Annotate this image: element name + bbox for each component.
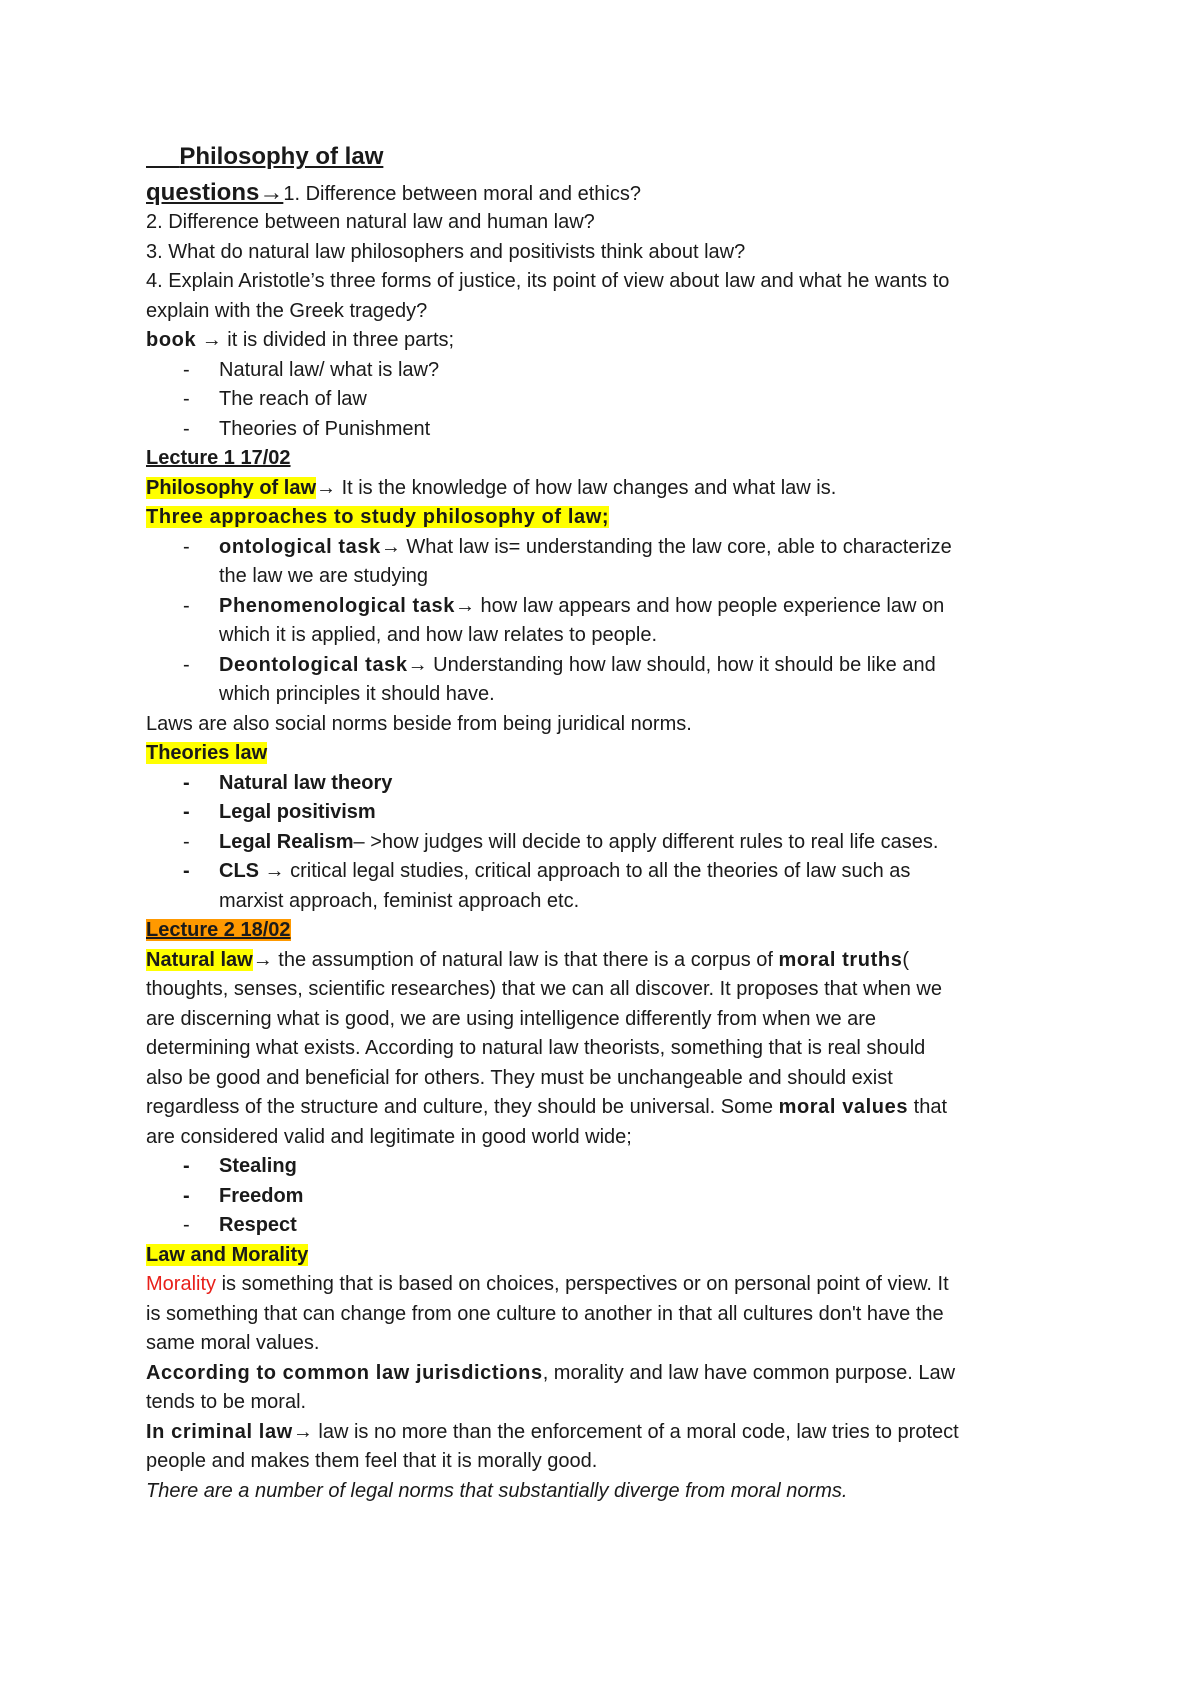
law-and-morality-heading: Law and Morality [146, 1243, 309, 1266]
list-item: - Natural law/ what is law? [183, 358, 440, 381]
questions-label: questions→ [146, 179, 284, 206]
question-2: 2. Difference between natural law and human law? [146, 211, 595, 233]
list-item: - ontological task→ What law is= understanding the law core, able to characterize [183, 535, 952, 558]
question-1: 1. Difference between moral and ethics? [283, 183, 641, 205]
list-item: - Stealing [183, 1155, 297, 1177]
highlighted-term: Natural law [146, 948, 253, 971]
theories-heading: Theories law [146, 742, 268, 764]
morality-paragraph-line: Morality is something that is based on choices, perspectives or on personal point of view. It [146, 1273, 949, 1295]
highlighted-term: Philosophy of law [146, 476, 317, 499]
morality-red-term: Morality [146, 1273, 217, 1295]
list-item: - CLS → critical legal studies, critical approach to all the theories of law such as [183, 860, 911, 882]
list-item-continuation: marxist approach, feminist approach etc. [219, 889, 580, 912]
philosophy-of-law-definition: Philosophy of law→ It is the knowledge of how law changes and what law is. [146, 476, 837, 499]
natural-law-paragraph-line: are discerning what is good, we are using intelligence differently from when we are [146, 1007, 877, 1030]
natural-law-paragraph-line: are considered valid and legitimate in good world wide; [146, 1125, 632, 1148]
natural-law-paragraph-line: Natural law→ the assumption of natural law is that there is a corpus of moral truths( [146, 948, 910, 971]
list-item: - Legal Realism– >how judges will decide to apply different rules to real life cases. [183, 830, 939, 853]
book-line [146, 326, 1066, 356]
list-item: - Phenomenological task→ how law appears and how people experience law on [183, 594, 945, 617]
common-law-paragraph-line: According to common law jurisdictions, morality and law have common purpose. Law [146, 1361, 956, 1384]
questions-line [146, 174, 1066, 208]
document-page [146, 140, 1066, 1506]
list-item: - Respect [183, 1214, 297, 1236]
lecture-1-heading: Lecture 1 17/02 [146, 447, 291, 469]
list-item: - Theories of Punishment [183, 417, 431, 440]
list-item: - Freedom [183, 1184, 304, 1207]
morality-paragraph-line: is something that can change from one culture to another in that all cultures don't have the [146, 1302, 944, 1325]
list-item: - Natural law theory [183, 771, 393, 794]
list-item-continuation: which principles it should have. [219, 683, 495, 705]
list-item: - Deontological task→ Understanding how law should, how it should be like and [183, 653, 936, 676]
natural-law-paragraph-line: regardless of the structure and culture, they should be universal. Some moral values that [146, 1096, 947, 1118]
list-item-continuation: the law we are studying [219, 565, 429, 587]
closing-italic-note: There are a number of legal norms that substantially diverge from moral norms. [146, 1479, 848, 1502]
criminal-law-paragraph-line: people and makes them feel that it is morally good. [146, 1450, 598, 1472]
document-title: Philosophy of law [179, 143, 384, 170]
list-item: - The reach of law [183, 388, 367, 410]
question-4-line-1: 4. Explain Aristotle’s three forms of justice, its point of view about law and what he wants to [146, 270, 950, 292]
book-label: book [146, 329, 197, 351]
lecture-2-heading: Lecture 2 18/02 [146, 919, 291, 941]
book-text: → it is divided in three parts; [196, 329, 455, 351]
common-law-paragraph-line: tends to be moral. [146, 1391, 307, 1413]
natural-law-paragraph-line: thoughts, senses, scientific researches) that we can all discover. It proposes that when we [146, 978, 942, 1000]
morality-paragraph-line: same moral values. [146, 1332, 320, 1354]
list-item-continuation: which it is applied, and how law relates to people. [219, 624, 658, 646]
social-norms-text: Laws are also social norms beside from being juridical norms. [146, 712, 692, 735]
natural-law-paragraph-line: also be good and beneficial for others. They must be unchangeable and should exist [146, 1066, 893, 1089]
criminal-law-paragraph-line: In criminal law→ law is no more than the enforcement of a moral code, law tries to protect [146, 1420, 959, 1443]
natural-law-paragraph-line: determining what exists. According to natural law theorists, something that is real should [146, 1037, 926, 1059]
question-3: 3. What do natural law philosophers and positivists think about law? [146, 240, 746, 263]
question-4-line-2: explain with the Greek tragedy? [146, 299, 428, 322]
list-item: - Legal positivism [183, 801, 376, 823]
approaches-heading: Three approaches to study philosophy of law; [146, 506, 610, 528]
